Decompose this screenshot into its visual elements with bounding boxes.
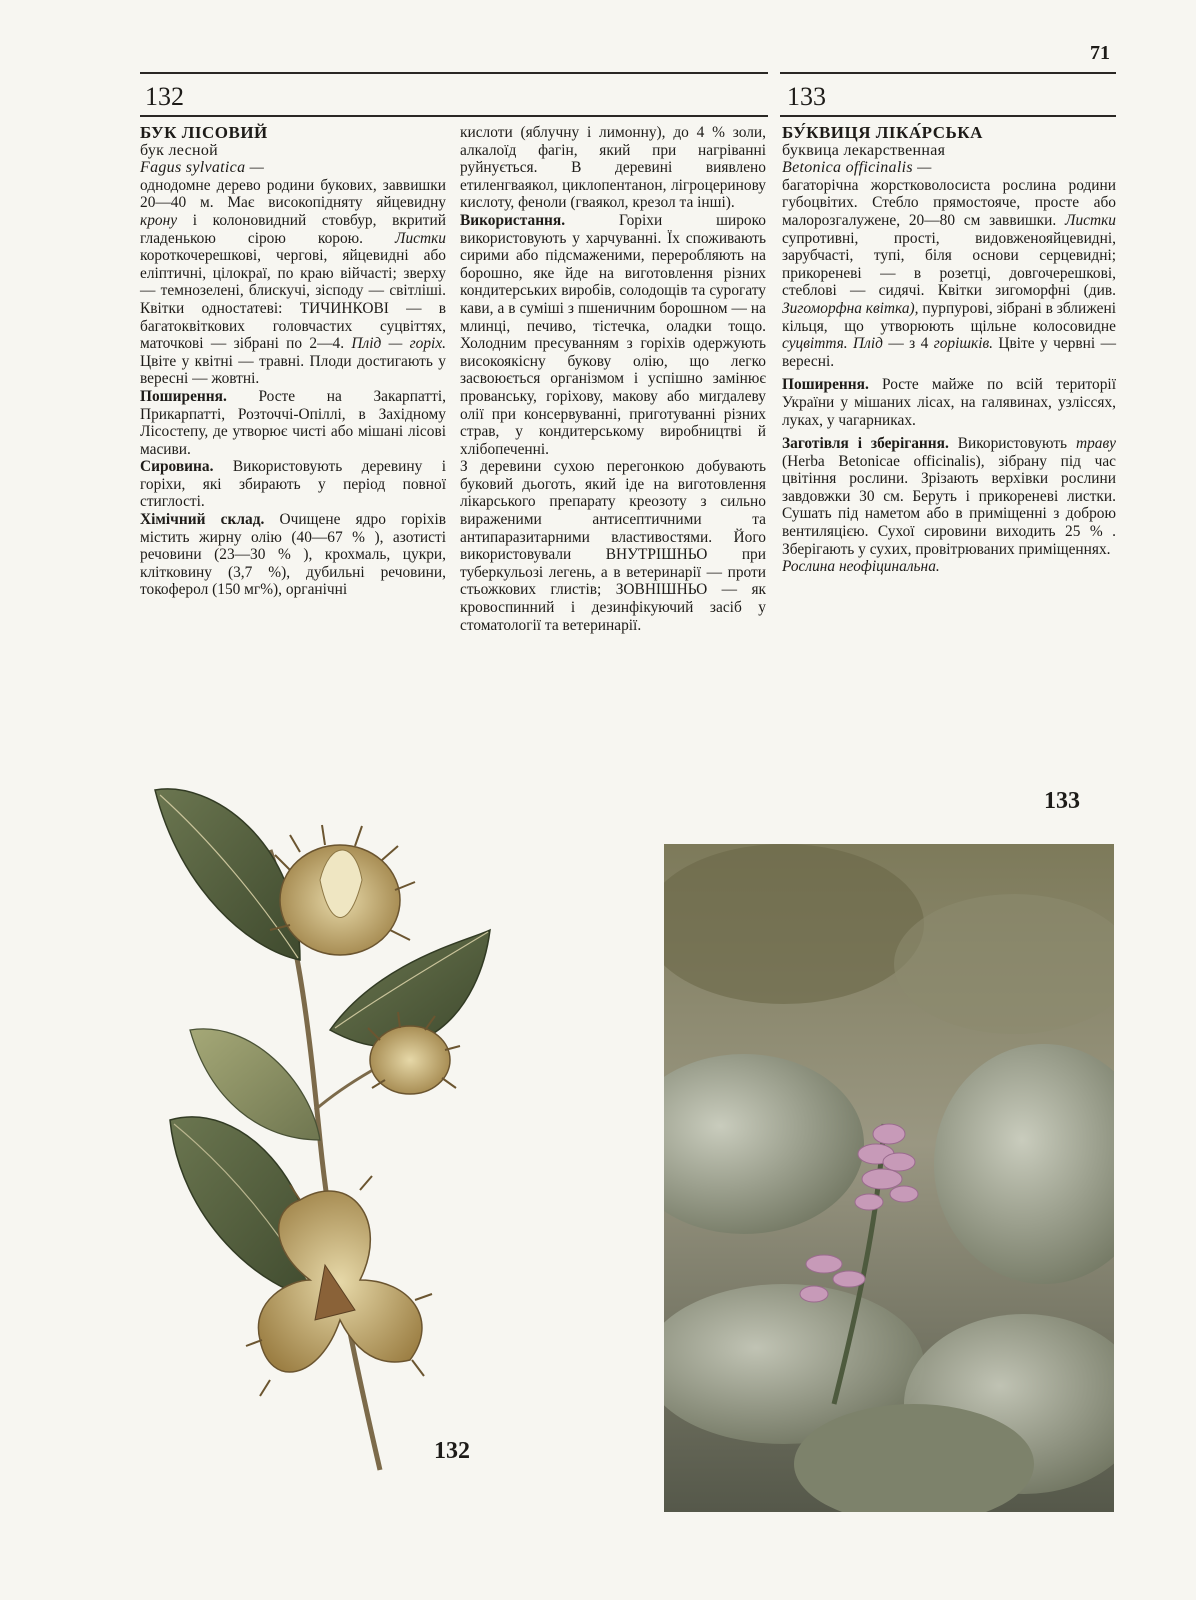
entry-number-132: 132 (145, 82, 184, 111)
russian-name-betony: буквица лекарственная (782, 141, 946, 159)
harvest-betony: Заготівля і зберігання. Використовують траву (Herba Betonicae officinalis), зібрану під час цвітіння рослини. Зрізають верхівки рослини завдовжки 30 см. Беруть і прикореневі листки. Сушать під наметом або в приміщенні з доброю вентиляцією. Сухої сировини виходить 25 % . Зберігають у сухих, провітрюваних приміщеннях. (782, 435, 1116, 558)
page-number: 71 (1090, 42, 1110, 64)
beech-leaf (155, 789, 300, 960)
chemistry-beech-cont: кислоти (яблучну і лимонну), до 4 % золи, алкалоїд фагін, який при нагріванні руйнується. В деревині виявлено етиленгваякол, циклопентанон, лігроцеринову кислоту, феноли (гваякол, крезол та інші). (460, 124, 766, 212)
figure-label-132: 132 (434, 1438, 470, 1464)
number-rule-left (140, 115, 768, 117)
header-rule-left (140, 72, 768, 74)
distribution-betony: Поширення. Росте майже по всій території України у мішаних лісах, на галявинах, узліссях, луках, у чагарниках. (782, 376, 1116, 429)
entry-number-133: 133 (787, 82, 826, 111)
latin-name-betony: Betonica officinalis — (782, 159, 932, 177)
column-3 (782, 124, 1116, 576)
chemistry-beech: Хімічний склад. Очищене ядро горіхів містить жирну олію (40—67 % ), азотисті речовини (23—30 % ), крохмаль, цукри, клітковину (3,7 %), дубильні речовини, токоферол (150 мг%), органічні (140, 511, 446, 599)
distribution-beech: Поширення. Росте на Закарпатті, Прикарпатті, Розточчі-Опіллі, в Західному Лісостепу, де утворює чисті або мішані лісові масиви. (140, 387, 446, 458)
column-2 (460, 124, 766, 634)
entry-title-betony: БУ́КВИЦЯ ЛІКА́РСЬКА (782, 123, 983, 142)
raw-material-beech: Сировина. Використовують деревину і горіхи, які збирають у період повної стиглості. (140, 458, 446, 511)
note-betony: Рослина неофіцинальна. (782, 558, 940, 576)
creosote-beech: З деревини сухою перегонкою добувають буковий дьоготь, який іде на виготовлення лікарського препарату креозоту з сильно вираженими антисептичними та антипаразитарними властивостями. Його використовували ВНУТРІШНЬО при туберкульозі легень, а в ветеринарії — проти стьожкових глистів; ЗОВНІШНЬО — як кровоспинний і дезинфікуючий засіб у стоматології та ветеринарії. (460, 458, 766, 634)
usage-beech: Використання. Горіхи широко використовують у харчуванні. Їх споживають сирими або підсмаженими, переробляють на борошно, яке йде на виготовлення різних кондитерських виробів, солодощів та сурогату кави, а в суміші з пшеничним борошном — на млинці, печиво, тістечка, оладки тощо. Холодним пресуванням з горіхів одержують високоякісну букову олію, що легко засвоюється організмом і успішно замінює прованську, горіхову, макову або мигдалеву олії при консервуванні, приготуванні різних страв, у кондитерському виробництві й хлібопеченні. (460, 211, 766, 458)
russian-name-beech: бук лесной (140, 141, 219, 159)
header-rule-right (780, 72, 1116, 74)
figure-label-133: 133 (1044, 788, 1080, 814)
beech-branch-illustration (150, 780, 510, 1500)
description-betony: багаторічна жорстковолосиста рослина родини губоцвітих. Стебло прямостояче, просте або малорозгалужене, 20—80 см заввишки. Листки супротивні, прості, видовженояйцевидні, зарубчасті, тупі, біля основи серцевидні; прикореневі — в розетці, довгочерешкові, стеблові — сидячі. Квітки зигоморфні (див. Зигоморфна квітка), пурпурові, зібрані в зближені кільця, що утворюють щільне колосовидне суцвіття. Плід — з 4 горішків. Цвіте у червні — вересні. (782, 176, 1116, 370)
number-rule-right (780, 115, 1116, 117)
entry-title-beech: БУК ЛІСОВИЙ (140, 123, 268, 142)
betony-photo (664, 844, 1114, 1512)
latin-name-beech: Fagus sylvatica — (140, 159, 265, 177)
description-beech: однодомне дерево родини букових, заввишки 20—40 м. Має високопідняту яйцевидну крону і колоновидний стовбур, вкритий гладенькою сірою корою. Листки короткочерешкові, чергові, яйцевидні або еліптичні, цілокраї, по краю війчасті; зверху — темнозелені, блискучі, зісподу — світліші. Квітки одностатеві: ТИЧИНКОВІ — в багатоквіткових головчастих суцвіттях, маточкові — зібрані по 2—4. Плід — горіх. Цвіте у квітні — травні. Плоди достигають у вересні — жовтні. (140, 176, 446, 388)
column-1 (140, 124, 446, 599)
